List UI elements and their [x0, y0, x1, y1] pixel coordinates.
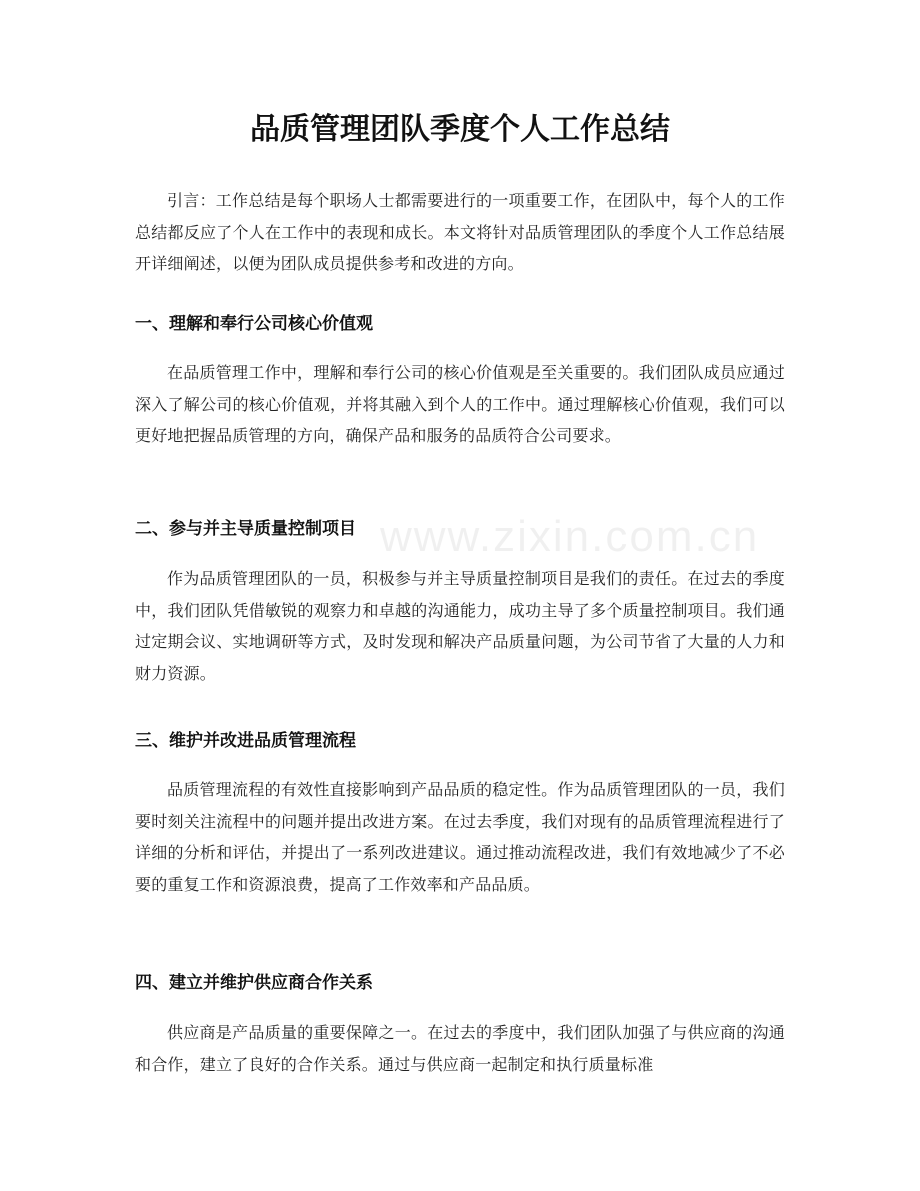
section-1-body: 在品质管理工作中，理解和奉行公司的核心价值观是至关重要的。我们团队成员应通过深入了解公司的核心价值观，并将其融入到个人的工作中。通过理解核心价值观，我们可以更好地把握品质管理的方向，确保产品和服务的品质符合公司要求。	[135, 363, 785, 445]
section-3-heading: 三、维护并改进品质管理流程	[135, 731, 356, 751]
section-2-body: 作为品质管理团队的一员，积极参与并主导质量控制项目是我们的责任。在过去的季度中，我们团队凭借敏锐的观察力和卓越的沟通能力，成功主导了多个质量控制项目。我们通过定期会议、实地调研等方式，及时发现和解决产品质量问题，为公司节省了大量的人力和财力资源。	[135, 569, 785, 683]
section-1-heading: 一、理解和奉行公司核心价值观	[135, 314, 373, 334]
section-2-heading: 二、参与并主导质量控制项目	[135, 519, 356, 539]
section-4-body: 供应商是产品质量的重要保障之一。在过去的季度中，我们团队加强了与供应商的沟通和合作，建立了良好的合作关系。通过与供应商一起制定和执行质量标准	[135, 1023, 785, 1074]
page-title: 品质管理团队季度个人工作总结	[250, 112, 670, 147]
intro-paragraph: 引言：工作总结是每个职场人士都需要进行的一项重要工作，在团队中，每个人的工作总结都反应了个人在工作中的表现和成长。本文将针对品质管理团队的季度个人工作总结展开详细阐述，以便为团队成员提供参考和改进的方向。	[135, 191, 785, 273]
section-3-body: 品质管理流程的有效性直接影响到产品品质的稳定性。作为品质管理团队的一员，我们要时刻关注流程中的问题并提出改进方案。在过去季度，我们对现有的品质管理流程进行了详细的分析和评估，并提出了一系列改进建议。通过推动流程改进，我们有效地减少了不必要的重复工作和资源浪费，提高了工作效率和产品品质。	[135, 780, 785, 894]
section-4-heading: 四、建立并维护供应商合作关系	[135, 973, 373, 993]
watermark: www.zixin.com.cn	[380, 512, 760, 561]
